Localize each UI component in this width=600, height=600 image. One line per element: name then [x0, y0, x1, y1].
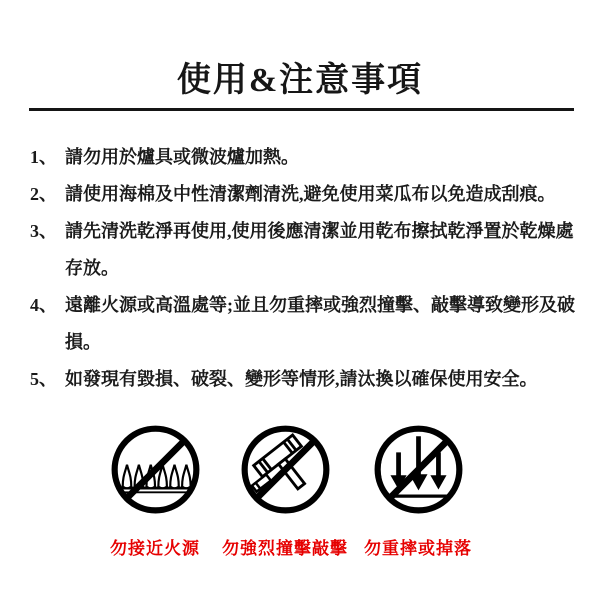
list-item-number: 5、: [30, 369, 57, 389]
list-item-number: 4、: [30, 295, 57, 315]
list-item: [30, 176, 579, 213]
list-item: [30, 361, 579, 398]
list-item-text: 請勿用於爐具或微波爐加熱。: [65, 147, 299, 167]
list-item: [30, 213, 579, 287]
list-item-text: 遠離火源或高溫處等;並且勿重摔或強烈撞擊、敲擊導致變形及破損。: [65, 295, 575, 352]
list-item: [30, 139, 579, 176]
warning-label: 勿接近火源: [110, 539, 200, 558]
list-item-text: 如發現有毀損、破裂、變形等情形,請汰換以確保使用安全。: [65, 369, 538, 389]
list-item-text: 請使用海棉及中性清潔劑清洗,避免使用菜瓜布以免造成刮痕。: [65, 184, 556, 204]
warning-label: 勿重摔或掉落: [364, 539, 472, 558]
list-item-text: 請先清洗乾淨再使用,使用後應清潔並用乾布擦拭乾淨置於乾燥處存放。: [65, 221, 574, 278]
warning-label: 勿強烈撞擊敲擊: [222, 539, 348, 558]
usage-notes-list: [30, 139, 579, 398]
list-item-number: 2、: [30, 184, 57, 204]
warning-no-strong-impact: [212, 422, 358, 559]
warning-no-open-flame: [93, 422, 217, 559]
warning-icons-row: [0, 422, 600, 582]
no-open-flame-icon: [108, 422, 203, 517]
list-item: [30, 287, 579, 361]
list-item-number: 3、: [30, 221, 57, 241]
no-drop-icon: [371, 422, 466, 517]
list-item-number: 1、: [30, 147, 57, 167]
no-strong-impact-icon: [238, 422, 333, 517]
title-divider: [29, 108, 574, 111]
warning-no-drop: [355, 422, 481, 559]
page-title: 使用&注意事項: [176, 62, 424, 99]
